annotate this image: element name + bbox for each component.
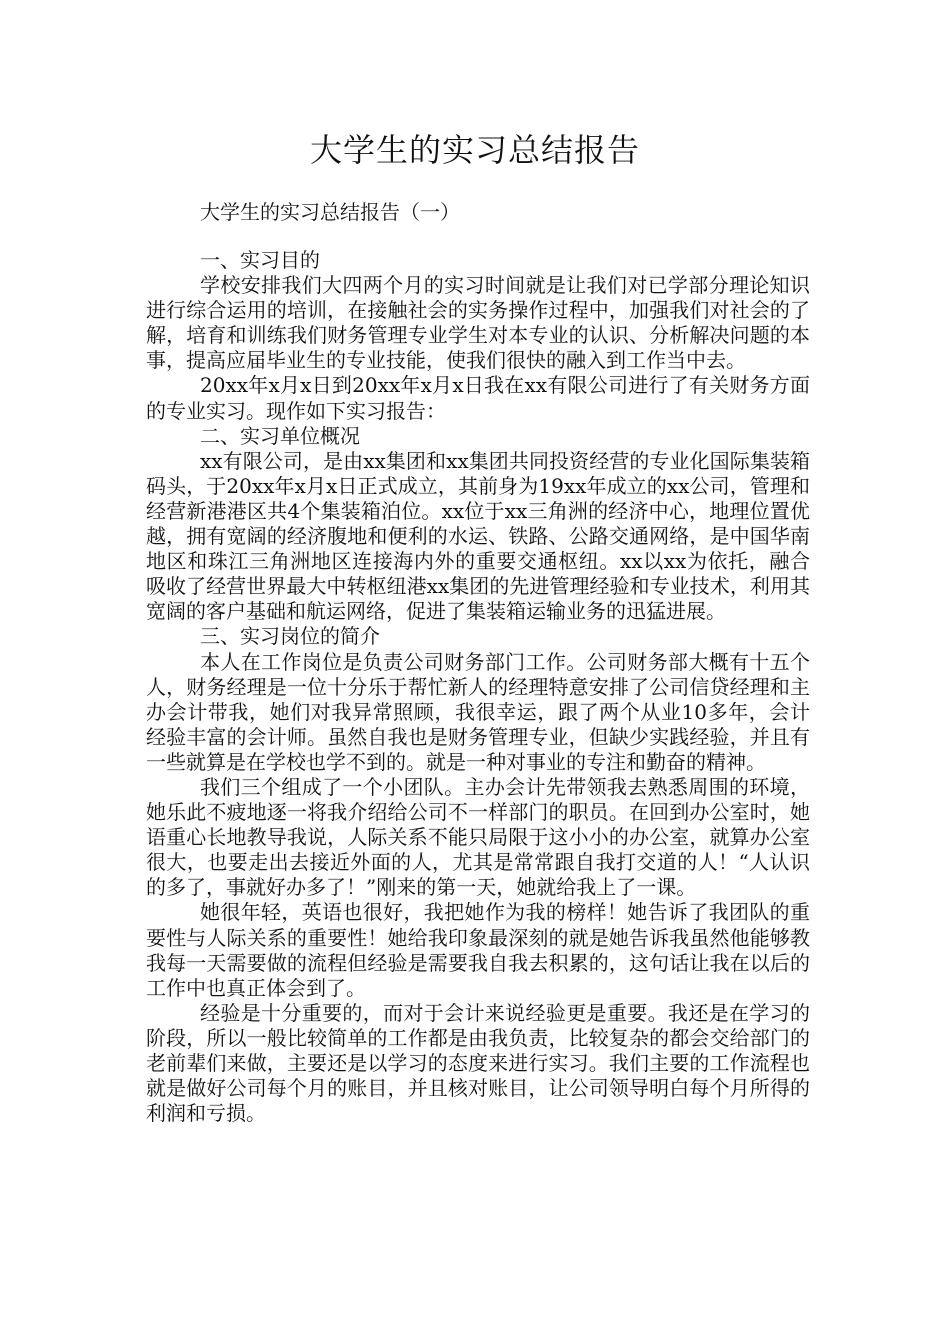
document-body — [146, 248, 810, 1126]
paragraph-experience: 经验是十分重要的，而对于会计来说经验更是重要。我还是在学习的阶段，所以一般比较简单的工作都是由我负责，比较复杂的都会交给部门的老前辈们来做，主要还是以学习的态度来进行实习。我们主要的工作流程也就是做好公司每个月的账目，并且核对账目，让公司领导明白每个月所得的利润和亏损。 — [146, 1000, 810, 1126]
paragraph-internship-dates: 20xx年x月x日到20xx年x月x日我在xx有限公司进行了有关财务方面的专业实习。现作如下实习报告： — [146, 373, 810, 423]
section-heading-company-overview: 二、实习单位概况 — [200, 423, 360, 448]
document-title: 大学生的实习总结报告 — [309, 131, 640, 169]
section-heading-purpose: 一、实习目的 — [200, 248, 320, 272]
paragraph-purpose: 学校安排我们大四两个月的实习时间就是让我们对已学部分理论知识进行综合运用的培训，在接触社会的实务操作过程中，加强我们对社会的了解，培育和训练我们财务管理专业学生对本专业的认识、分析解决问题的本事，提高应届毕业生的专业技能，使我们很快的融入到工作当中去。 — [146, 273, 810, 373]
section-heading-position-intro: 三、实习岗位的简介 — [200, 624, 380, 649]
document-subtitle: 大学生的实习总结报告（一） — [200, 200, 460, 224]
paragraph-position-duties: 本人在工作岗位是负责公司财务部门工作。公司财务部大概有十五个人，财务经理是一位十分乐于帮忙新人的经理特意安排了公司信贷经理和主办会计带我，她们对我异常照顾，我很幸运，跟了两个从业10多年，会计经验丰富的会计师。虽然自我也是财务管理专业，但缺少实践经验，并且有一些就算是在学校也学不到的。就是一种对事业的专注和勤奋的精神。 — [146, 649, 810, 774]
paragraph-team-introduction: 我们三个组成了一个小团队。主办会计先带领我去熟悉周围的环境，她乐此不疲地逐一将我介绍给公司不一样部门的职员。在回到办公室时，她语重心长地教导我说，人际关系不能只局限于这小小的办公室，就算办公室很大，也要走出去接近外面的人，尤其是常常跟自我打交道的人！“人认识的多了，事就好办多了！”刚来的第一天，她就给我上了一课。 — [146, 774, 810, 900]
paragraph-company-overview: xx有限公司，是由xx集团和xx集团共同投资经营的专业化国际集装箱码头，于20xx年x月x日正式成立，其前身为19xx年成立的xx公司，管理和经营新港港区共4个集装箱泊位。xx位于xx三角洲的经济中心，地理位置优越，拥有宽阔的经济腹地和便利的水运、铁路、公路交通网络，是中国华南地区和珠江三角洲地区连接海内外的重要交通枢纽。xx以xx为依托，融合吸收了经营世界最大中转枢纽港xx集团的先进管理经验和专业技术，利用其宽阔的客户基础和航运网络，促进了集装箱运输业务的迅猛进展。 — [146, 448, 810, 624]
paragraph-role-model: 她很年轻，英语也很好，我把她作为我的榜样！她告诉了我团队的重要性与人际关系的重要性！她给我印象最深刻的就是她告诉我虽然他能够教我每一天需要做的流程但经验是需要我自我去积累的，这句话让我在以后的工作中也真正体会到了。 — [146, 900, 810, 1000]
